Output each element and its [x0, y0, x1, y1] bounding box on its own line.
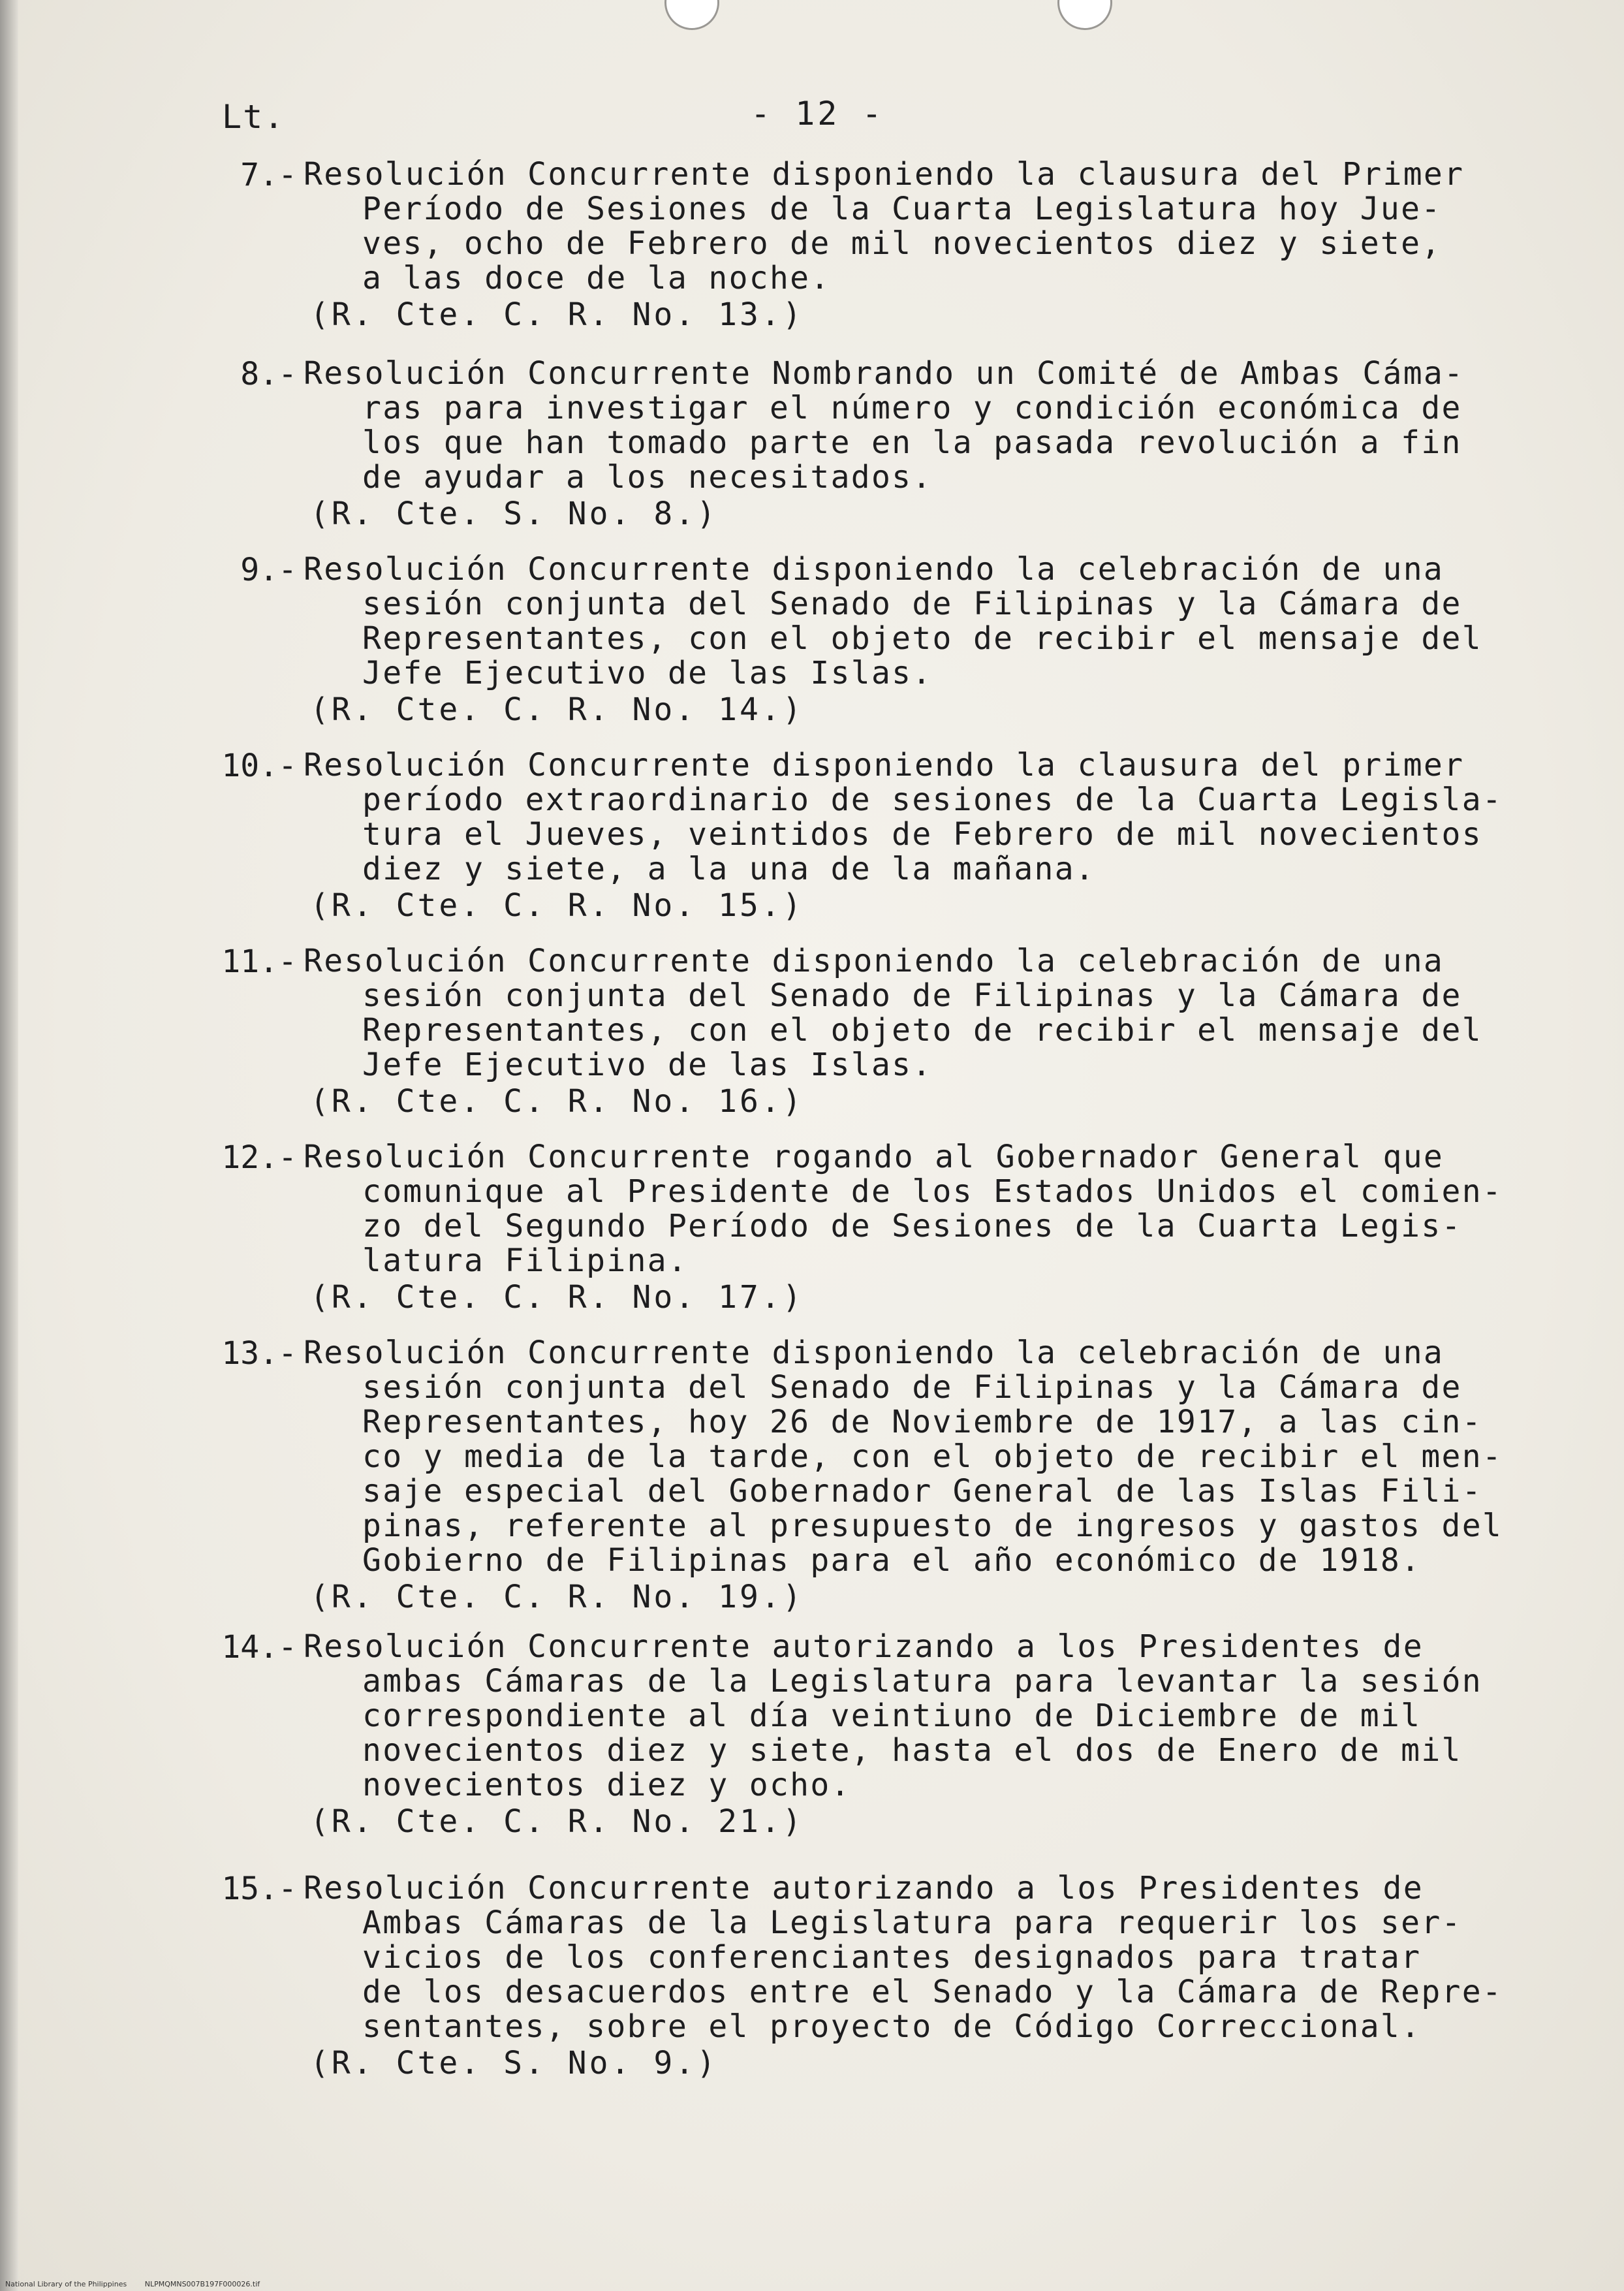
resolution-text-line: Resolución Concurrente disponiendo la clausura del primer [304, 747, 1465, 783]
resolution-text-line: ambas Cámaras de la Legislatura para levantar la sesión [362, 1663, 1482, 1699]
resolution-number: 7.- [240, 157, 297, 193]
resolution-text-line: de los desacuerdos entre el Senado y la Cámara de Repre- [362, 1974, 1503, 2010]
resolution-text-line: comunique al Presidente de los Estados Unidos el comien- [362, 1173, 1503, 1210]
resolution-text-line: pinas, referente al presupuesto de ingresos y gastos del [362, 1508, 1503, 1544]
resolution-number: 10.- [221, 748, 297, 784]
resolution-text-line: los que han tomado parte en la pasada revolución a fin [362, 424, 1462, 461]
resolution-text-line: zo del Segundo Período de Sesiones de la Cuarta Legis- [362, 1208, 1462, 1244]
resolution-text-line: Representantes, hoy 26 de Noviembre de 1917, a las cin- [362, 1404, 1482, 1440]
footer-library: National Library of the Philippines [5, 2280, 127, 2288]
resolution-text-line: latura Filipina. [362, 1242, 689, 1279]
resolution-text-line: Resolución Concurrente disponiendo la celebración de una [304, 1335, 1444, 1371]
resolution-text-line: vicios de los conferenciantes designados para tratar [362, 1939, 1422, 1976]
resolution-text-line: Resolución Concurrente disponiendo la clausura del Primer [304, 156, 1465, 193]
resolution-reference: (R. Cte. S. No. 8.) [310, 496, 719, 532]
resolution-reference: (R. Cte. C. R. No. 17.) [310, 1279, 804, 1316]
resolution-text-line: sesión conjunta del Senado de Filipinas y la Cámara de [362, 586, 1462, 622]
resolution-text-line: Ambas Cámaras de la Legislatura para requerir los ser- [362, 1904, 1462, 1941]
footer [5, 2280, 275, 2288]
resolution-text-line: a las doce de la noche. [362, 260, 831, 296]
resolution-reference: (R. Cte. C. R. No. 16.) [310, 1083, 804, 1120]
resolution-text-line: Resolución Concurrente autorizando a los Presidentes de [304, 1870, 1424, 1906]
footer-file-id: NLPMQMNS007B197F000026.tif [144, 2280, 260, 2288]
resolution-text-line: período extraordinario de sesiones de la Cuarta Legisla- [362, 782, 1503, 818]
resolution-text-line: Resolución Concurrente autorizando a los Presidentes de [304, 1628, 1424, 1665]
page-left-edge [0, 0, 18, 2291]
resolution-text-line: Gobierno de Filipinas para el año económico de 1918. [362, 1542, 1422, 1579]
resolution-text-line: co y media de la tarde, con el objeto de recibir el men- [362, 1438, 1503, 1475]
resolution-number: 14.- [221, 1629, 297, 1666]
resolution-text-line: sentantes, sobre el proyecto de Código Correccional. [362, 2008, 1422, 2045]
resolution-text-line: diez y siete, a la una de la mañana. [362, 851, 1096, 887]
resolution-reference: (R. Cte. C. R. No. 13.) [310, 296, 804, 333]
resolution-text-line: Resolución Concurrente disponiendo la celebración de una [304, 943, 1444, 979]
resolution-number: 9.- [240, 552, 297, 588]
resolution-text-line: de ayudar a los necesitados. [362, 459, 933, 496]
resolution-text-line: Jefe Ejecutivo de las Islas. [362, 655, 933, 691]
resolution-text-line: Jefe Ejecutivo de las Islas. [362, 1047, 933, 1083]
resolution-text-line: ras para investigar el número y condición económica de [362, 390, 1462, 426]
resolution-text-line: correspondiente al día veintiuno de Diciembre de mil [362, 1698, 1422, 1734]
resolution-number: 12.- [221, 1139, 297, 1176]
resolution-number: 13.- [221, 1335, 297, 1372]
resolution-reference: (R. Cte. C. R. No. 14.) [310, 691, 804, 728]
resolution-text-line: saje especial del Gobernador General de las Islas Fili- [362, 1473, 1482, 1509]
resolution-reference: (R. Cte. C. R. No. 15.) [310, 887, 804, 924]
resolution-text-line: Período de Sesiones de la Cuarta Legislatura hoy Jue- [362, 191, 1442, 227]
binder-hole-right [1057, 0, 1112, 30]
resolution-number: 8.- [240, 356, 297, 392]
resolution-text-line: Representantes, con el objeto de recibir el mensaje del [362, 620, 1482, 657]
resolution-text-line: sesión conjunta del Senado de Filipinas y la Cámara de [362, 977, 1462, 1014]
resolution-number: 15.- [221, 1871, 297, 1907]
resolution-text-line: tura el Jueves, veintidos de Febrero de mil novecientos [362, 816, 1482, 853]
resolution-reference: (R. Cte. S. No. 9.) [310, 2045, 719, 2081]
binder-hole-left [664, 0, 719, 30]
resolution-text-line: ves, ocho de Febrero de mil novecientos diez y siete, [362, 225, 1442, 262]
resolution-text-line: Resolución Concurrente rogando al Gobernador General que [304, 1139, 1444, 1175]
resolution-text-line: novecientos diez y ocho. [362, 1767, 851, 1803]
resolution-reference: (R. Cte. C. R. No. 21.) [310, 1803, 804, 1840]
header-initials: Lt. [222, 98, 285, 136]
resolution-text-line: Resolución Concurrente disponiendo la celebración de una [304, 551, 1444, 588]
resolution-text-line: sesión conjunta del Senado de Filipinas y la Cámara de [362, 1369, 1462, 1406]
resolution-text-line: Representantes, con el objeto de recibir el mensaje del [362, 1012, 1482, 1049]
resolution-reference: (R. Cte. C. R. No. 19.) [310, 1579, 804, 1615]
resolution-text-line: novecientos diez y siete, hasta el dos de Enero de mil [362, 1732, 1462, 1769]
resolution-text-line: Resolución Concurrente Nombrando un Comité de Ambas Cáma- [304, 355, 1465, 392]
resolution-number: 11.- [221, 943, 297, 980]
page-number: - 12 - [751, 95, 884, 133]
